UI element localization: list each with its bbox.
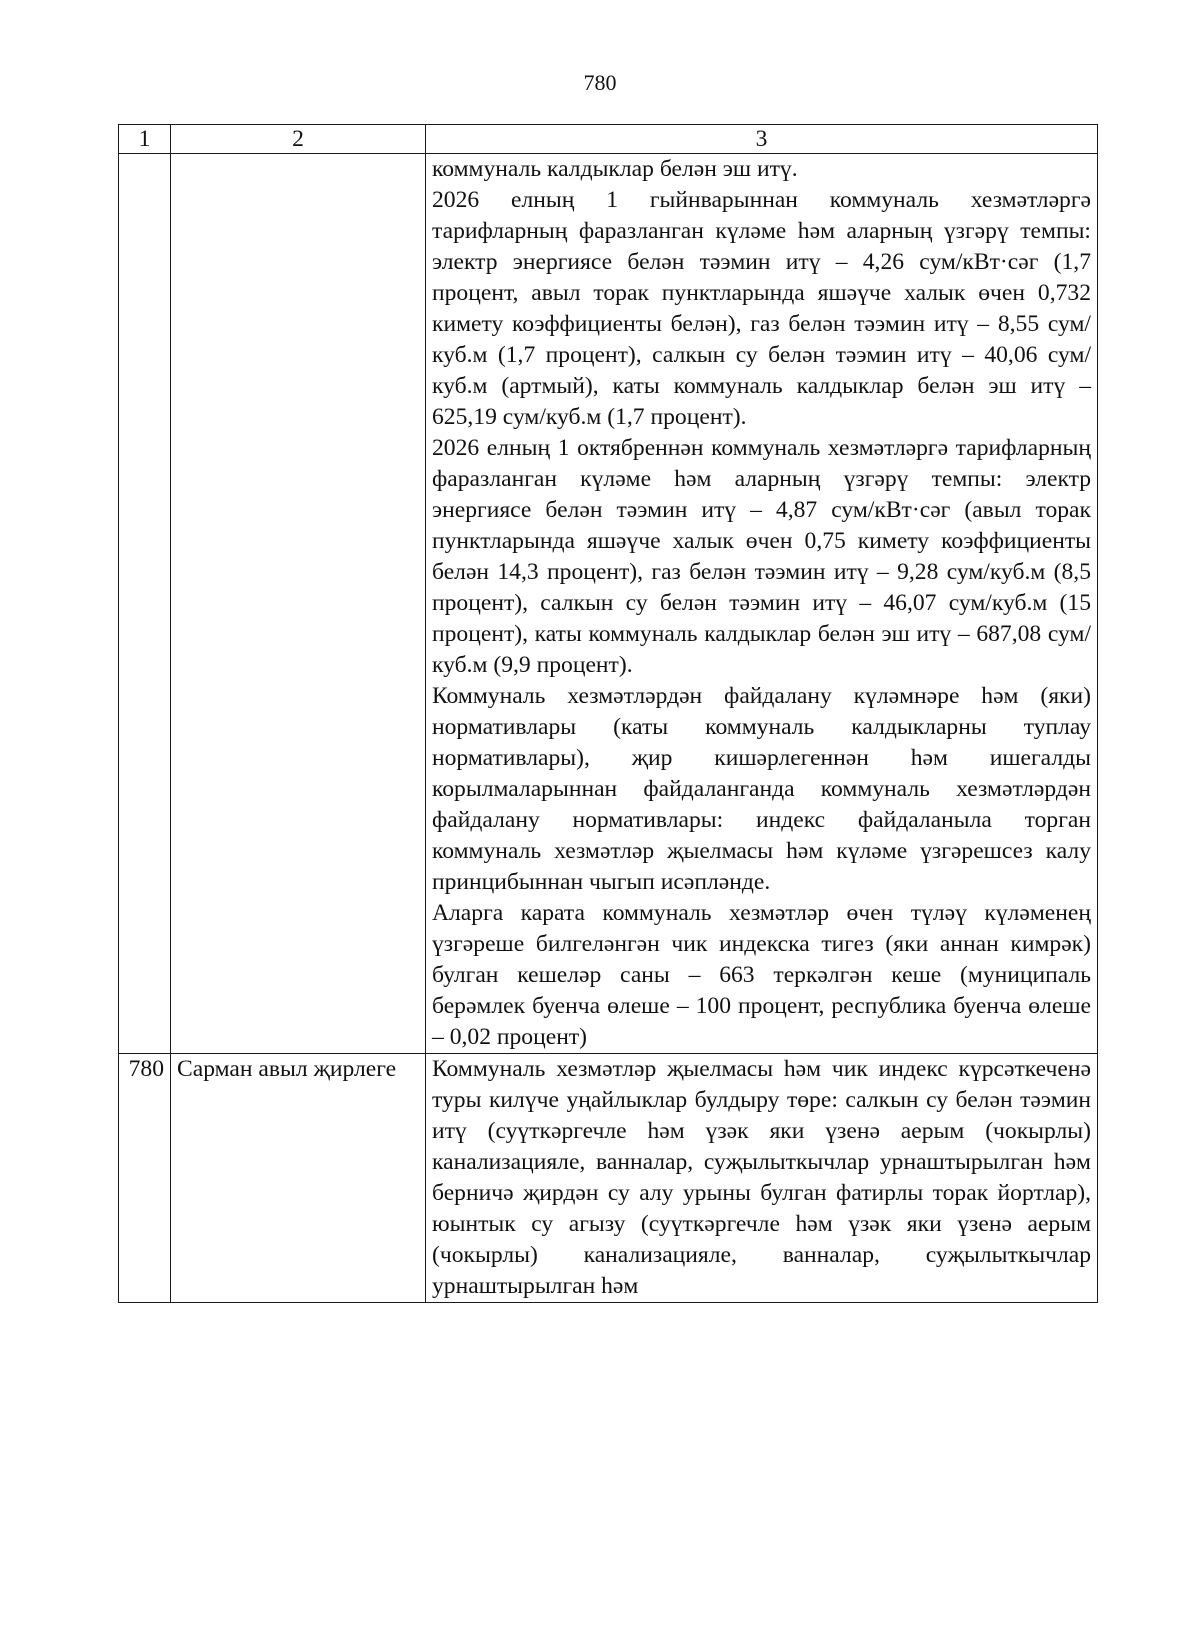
description-paragraph: 2026 елның 1 гыйнварыннан коммуналь хезмәтләргә тарифларның фаразланган күләме һәм аларның үзгәрү темпы: электр энергиясе белән тәэмин итү – 4,26 сум/кВт·сәг (1,7 процент, авыл торак пунктларында яшәүче халык өчен 0,732 кимету коэффициенты белән), газ белән тәэмин итү – 8,55 сум/куб.м (1,7 процент), салкын су белән тәэмин итү – 40,06 сум/куб.м (артмый), каты коммуналь калдыклар белән эш итү – 625,19 сум/куб.м (1,7 процент). [432,187,1091,430]
settlement-name-cell [171,154,426,1054]
settlement-name-cell: Сарман авыл җирлеге [171,1054,426,1303]
table-row [119,154,1098,1054]
description-paragraph: Аларга карата коммуналь хезмәтләр өчен түләү күләменең үзгәреше билгеләнгән чик индекска тигез (яки аннан кимрәк) булган кешеләр саны – 663 теркәлгән кеше (муниципаль берәмлек буенча өлеше – 100 процент, республика буенча өлеше – 0,02 процент) [432,900,1091,1050]
column-header-3: 3 [426,125,1098,154]
description-cell [426,1054,1098,1303]
description-paragraph: 2026 елның 1 октябреннән коммуналь хезмәтләргә тарифларның фаразланган күләме һәм аларның үзгәрү темпы: электр энергиясе белән тәэмин итү – 4,87 сум/кВт·сәг (авыл торак пунктларында яшәүче халык өчен 0,75 кимету коэффициенты белән 14,3 процент), газ белән тәэмин итү – 9,28 сум/куб.м (8,5 процент), салкын су белән тәэмин итү – 46,07 сум/куб.м (15 процент), каты коммуналь калдыклар белән эш итү – 687,08 сум/куб.м (9,9 процент). [432,435,1091,678]
table-row [119,1054,1098,1303]
table-header-row [119,125,1098,154]
column-header-2: 2 [171,125,426,154]
row-number-cell: 780 [119,1054,171,1303]
description-cell [426,154,1098,1054]
page-number: 780 [583,70,617,95]
column-header-1: 1 [119,125,171,154]
description-paragraph: Коммуналь хезмәтләр җыелмасы һәм чик индекс күрсәткеченә туры килүче уңайлыклар булдыру төре: салкын су белән тәэмин итү (суүткәргечле һәм үзәк яки үзенә аерым (чокырлы) канализацияле, ванналар, суҗылыткычлар урнаштырылган һәм берничә җирдән су алу урыны булган фатирлы торак йортлар), юынтык су агызу (суүткәргечле һәм үзәк яки үзенә аерым (чокырлы) канализацияле, ванналар, суҗылыткычлар урнаштырылган һәм [432,1056,1091,1299]
description-paragraph: Коммуналь хезмәтләрдән файдалану күләмнәре һәм (яки) нормативлары (каты коммуналь калдыкларны туплау нормативлары), җир кишәрлегеннән һәм ишегалды корылмаларыннан файдаланганда коммуналь хезмәтләрдән файдалану нормативлары: индекс файдаланыла торган коммуналь хезмәтләр җыелмасы һәм күләме үзгәрешсез калу принцибыннан чыгып исәпләнде. [432,683,1091,895]
row-number-cell [119,154,171,1054]
description-paragraph: коммуналь калдыклар белән эш итү. [432,156,798,182]
municipal-tariff-table [118,124,1098,1303]
